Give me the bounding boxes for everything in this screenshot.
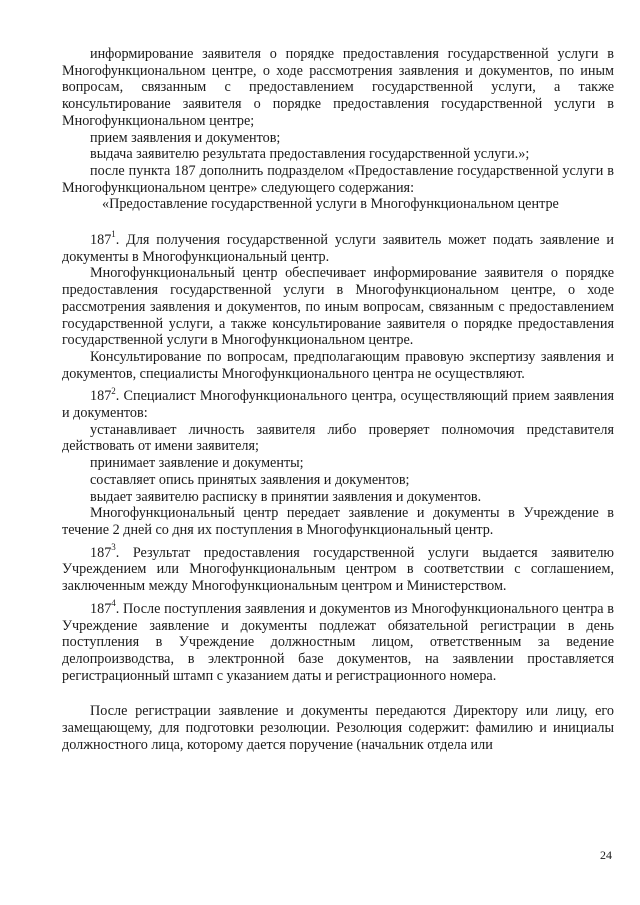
spacer [62,684,614,703]
paragraph-intro-result: выдача заявителю результата предоставления государственной услуги.»; [90,146,530,163]
clause-text: . Специалист Многофункционального центра, осуществляющий прием заявления и документов: [62,388,614,422]
clause-text: . Для получения государственной услуги заявитель может подать заявление и документы в Многофункциональный центр. [62,232,614,265]
paragraph-registration-resolution: После регистрации заявление и документы передаются Директору или лицу, его замещающему, для подготовки резолюции. Резолюция содержит: фамилию и инициалы должностного лица, которому дается поручение (начальник отдела или [62,703,614,753]
paragraph-intro-amendment: после пункта 187 дополнить подразделом «Предоставление государственной услуги в Многофункциональном центре» следующего содержания: [62,162,614,196]
page-body [62,46,614,753]
clause-superscript: 1 [111,229,116,240]
clause-text: . Результат предоставления государственной услуги выдается заявителю Учреждением или Многофункциональным центром в соответствии с соглашением, заключенным между Многофункциональным центром и Министерством. [62,544,614,595]
clause-superscript: 2 [111,385,116,396]
list-item-receipt: выдает заявителю расписку в принятии заявления и документов. [90,488,482,505]
page-number: 24 [600,848,612,862]
list-item-identity: устанавливает личность заявителя либо проверяет полномочия представителя действовать от имени заявителя; [62,421,614,455]
clause-number: 187 [90,388,112,405]
clause-187-4 [62,598,614,685]
paragraph-consulting: Консультирование по вопросам, предполагающим правовую экспертизу заявления и документов, специалисты Многофункционального центра не осуществляют. [62,348,614,382]
list-item-inventory: составляет опись принятых заявления и документов; [90,471,410,488]
clause-superscript: 3 [111,541,116,552]
paragraph-transfer: Многофункциональный центр передает заявление и документы в Учреждение в течение 2 дней со дня их поступления в Многофункциональный центр. [62,505,614,538]
paragraph-intro-reception: прием заявления и документов; [90,129,281,146]
clause-number: 187 [90,600,112,617]
list-item-accept: принимает заявление и документы; [90,455,304,472]
paragraph-mfc-informing: Многофункциональный центр обеспечивает информирование заявителя о порядке предоставления государственной услуги в Многофункциональном центре, о ходе рассмотрения заявления и документов, по иным вопросам, связанным с предоставлением государственной услуги, а также консультирование заявителя о порядке предоставления государственной услуги в Многофункциональном центре. [62,265,614,349]
clause-187-2 [62,385,614,422]
clause-text: . После поступления заявления и документов из Многофункционального центра в Учреждение заявление и документы подлежат обязательной регистрации в день поступления в Учреждение должностным лицом, ответственным за ведение делопроизводства, в электронной базе документов, на заявлении проставляется регистрационный штамп с указанием даты и регистрационного номера. [62,600,614,684]
spacer [62,213,614,232]
clause-187-1 [62,229,614,265]
paragraph-intro-informing: информирование заявителя о порядке предоставления государственной услуги в Многофункциональном центре, о ходе рассмотрения заявления и документов, по иным вопросам, связанным с предоставлением государственной услуги, а также консультирование заявителя о порядке предоставления государственной услуги в Многофункциональном центре; [62,46,614,129]
clause-superscript: 4 [111,598,116,609]
clause-187-3 [62,541,614,595]
clause-number: 187 [90,232,112,249]
clause-number: 187 [90,544,112,561]
subsection-heading: «Предоставление государственной услуги в Многофункциональном центре [102,196,559,213]
